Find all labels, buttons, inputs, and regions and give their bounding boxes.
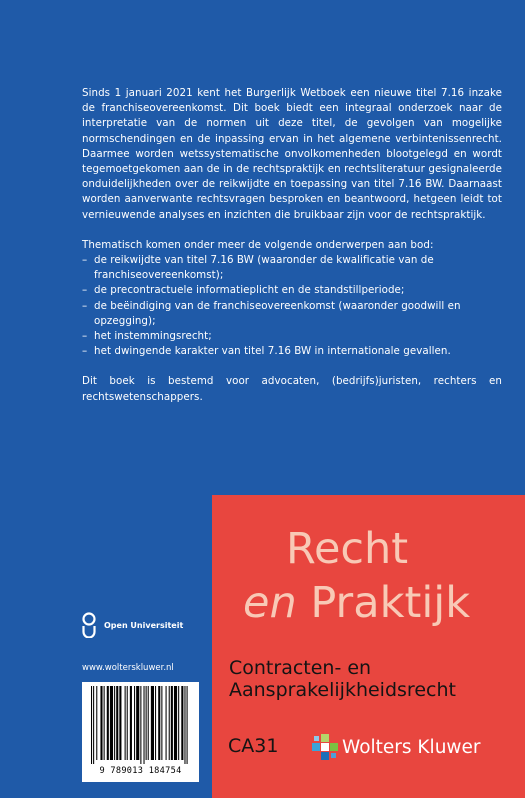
subtitle-line-1: Contracten- en (229, 657, 372, 679)
topics-intro: Thematisch komen onder meer de volgende onderwerpen aan bod: (82, 238, 434, 251)
series-subtitle (229, 657, 519, 701)
barcode-bar (158, 686, 160, 760)
open-universiteit-emblem-icon (82, 612, 96, 638)
barcode (82, 682, 199, 782)
barcode-bar (110, 686, 113, 760)
barcode-bar (144, 686, 145, 764)
wolters-kluwer-emblem-icon (312, 734, 338, 760)
series-title-rest: Praktijk (296, 578, 471, 628)
barcode-bar (140, 686, 141, 764)
topics-list (82, 253, 502, 359)
barcode-bar (155, 686, 156, 760)
barcode-bar (161, 686, 162, 760)
series-title-line-2 (243, 578, 470, 628)
barcode-bar (174, 686, 177, 760)
list-item: – het instemmingsrecht; (82, 329, 502, 344)
barcode-bar (104, 686, 105, 760)
barcode-bar (116, 686, 118, 760)
barcode-bar (166, 686, 167, 760)
audience-text: Dit boek is bestemd voor advocaten, (bedrijfs)juristen, rechters en rechtswetenschappers. (82, 375, 502, 403)
wolters-kluwer-logo (312, 733, 481, 761)
barcode-bars (85, 686, 196, 766)
barcode-bar (171, 686, 173, 760)
barcode-bar (148, 686, 149, 760)
list-item: – de beëindiging van de franchiseovereenkomst (waaronder goodwill en opzegging); (82, 299, 502, 329)
list-item: – de reikwijdte van titel 7.16 BW (waaronder de kwalificatie van de franchiseovereenkomst); (82, 253, 502, 283)
blurb-text (82, 86, 502, 420)
barcode-bar (96, 686, 97, 760)
subtitle-line-2: Aansprakelijkheidsrecht (229, 679, 456, 701)
barcode-bar (134, 686, 135, 760)
barcode-bar (151, 686, 154, 760)
blurb-paragraph-intro: Sinds 1 januari 2021 kent het Burgerlijk Wetboek een nieuwe titel 7.16 inzake de franchiseovereenkomst. Dit boek biedt een integraal onderzoek naar de interpretatie van de normen uit deze titel, de gevolgen van mogelijke normschendingen en de inpassing ervan in het algemene verbintenissenrecht. Daarmee worden wetssystematische onvolkomenheden blootgelegd en wordt tegemoetgekomen aan de in de rechtspraktijk en rechtsliteratuur gesignaleerde onduidelijkheden over de reikwijdte en toepassing van titel 7.16 BW. Daarnaast worden aanverwante rechtsvragen besproken en beantwoord, hetgeen leidt tot vernieuwende analyses en inzichten die bruikbaar zijn voor de rechtspraktijk. (82, 87, 502, 221)
barcode-bar (119, 686, 121, 760)
barcode-bar (178, 686, 179, 760)
barcode-bar (125, 686, 126, 760)
series-code: CA31 (228, 735, 279, 757)
barcode-bar (181, 686, 183, 760)
series-title-italic: en (243, 578, 297, 628)
list-item: – het dwingende karakter van titel 7.16 BW in internationale gevallen. (82, 344, 502, 359)
list-item: – de precontractuele informatieplicht en de standstillperiode; (82, 283, 502, 298)
barcode-bar (107, 686, 109, 760)
publisher-name: Wolters Kluwer (342, 736, 481, 758)
open-universiteit-logo (82, 612, 183, 638)
barcode-bar (127, 686, 128, 760)
barcode-bar (184, 686, 185, 764)
barcode-bar (130, 686, 132, 760)
isbn-number: 9 789013 184754 (99, 766, 182, 776)
barcode-bar (169, 686, 170, 760)
copublisher-name: Open Universiteit (104, 620, 184, 630)
barcode-bar (100, 686, 102, 760)
barcode-bar (93, 686, 94, 764)
barcode-bar (136, 686, 139, 760)
barcode-bar (91, 686, 92, 764)
barcode-bar (187, 686, 188, 764)
series-title-line-1: Recht (286, 524, 409, 574)
publisher-website[interactable]: www.wolterskluwer.nl (82, 663, 174, 673)
barcode-bar (146, 686, 147, 760)
barcode-bar (114, 686, 115, 760)
